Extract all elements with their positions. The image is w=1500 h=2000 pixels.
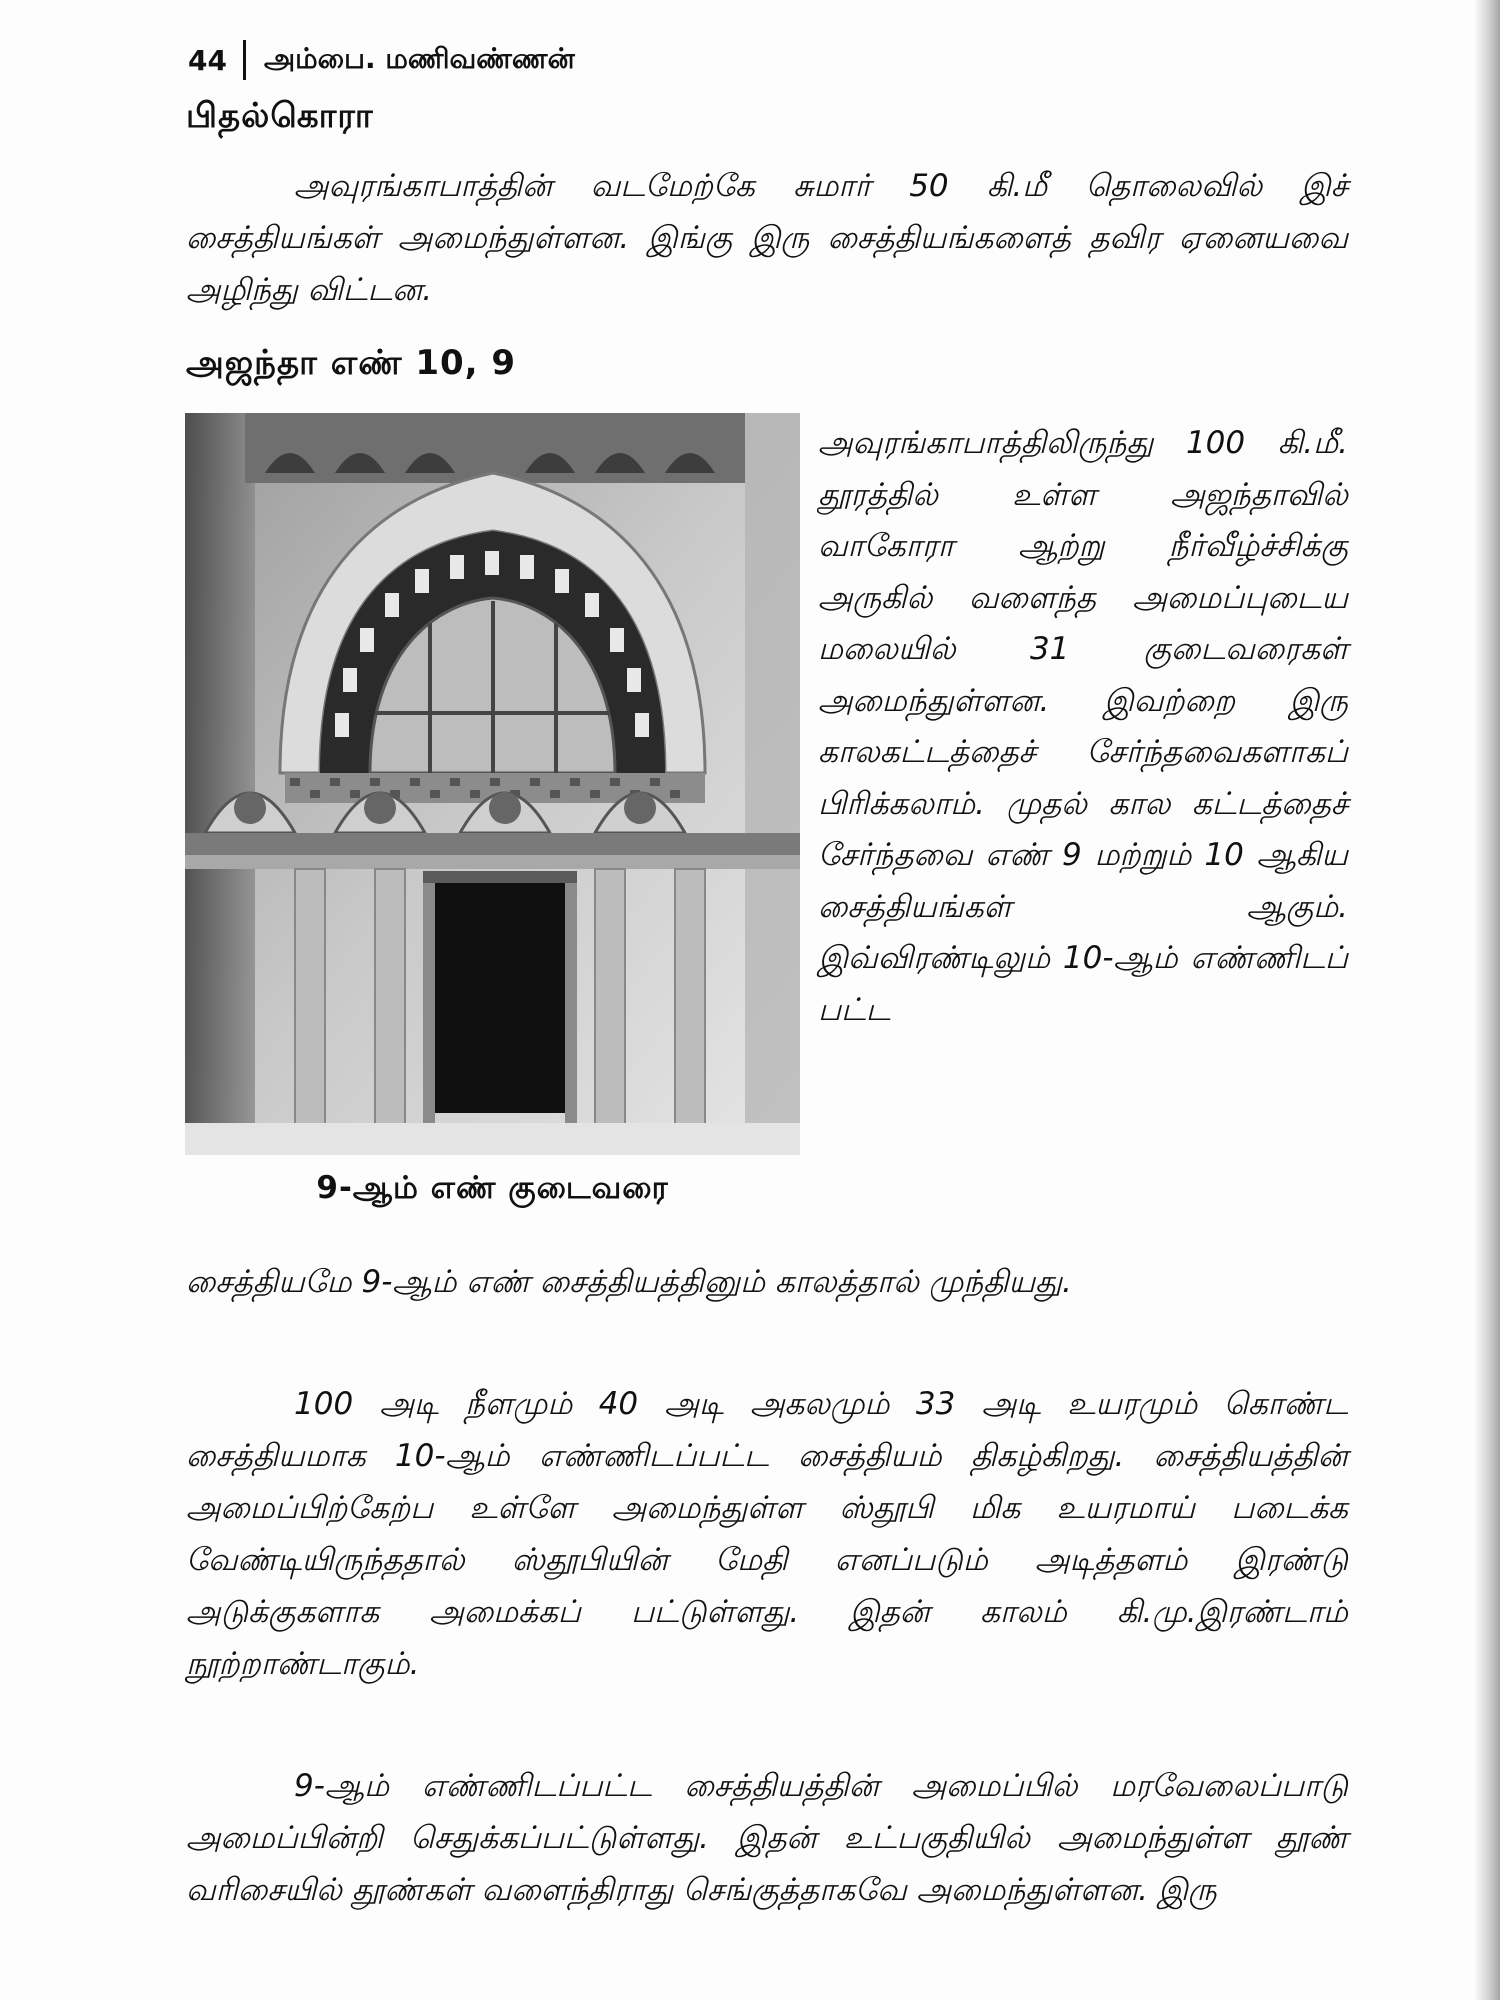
paragraph-cave-10: 100 அடி நீளமும் 40 அடி அகலமும் 33 அடி உயரமும் கொண்ட சைத்தியமாக 10-ஆம் எண்ணிடப்பட்ட சைத்தியம் திகழ்கிறது. சைத்தியத்தின் அமைப்பிற்கேற்ப உள்ளே அமைந்துள்ள ஸ்தூபி மிக உயரமாய் படைக்க வேண்டியிருந்ததால் ஸ்தூபியின் மேதி எனப்படும் அடித்தளம் இரண்டு அடுக்குகளாக அமைக்கப் பட்டுள்ளது. இதன் காலம் கி.மு.இரண்டாம் நூற்றாண்டாகும். [186,1386,1348,1682]
section-heading-ajanta: அஜந்தா எண் 10, 9 [186,343,517,383]
cave-facade-illustration [185,413,800,1155]
cave-facade-photo [185,413,800,1155]
paragraph-cave-9: 9-ஆம் எண்ணிடப்பட்ட சைத்தியத்தின் அமைப்பில் மரவேலைப்பாடு அமைப்பின்றி செதுக்கப்பட்டுள்ளது. இதன் உட்பகுதியில் அமைந்துள்ள தூண் வரிசையில் தூண்கள் வளைந்திராது செங்குத்தாகவே அமைந்துள்ளன. இரு [186,1768,1348,1908]
author-name: அம்பை. மணிவண்ணன் [263,41,575,75]
running-header [188,38,575,82]
header-divider [243,40,246,80]
paragraph-bedsa: அவுரங்காபாத்தின் வடமேற்கே சுமார் 50 கி.மீ தொலைவில் இச் சைத்தியங்கள் அமைந்துள்ளன. இங்கு இரு சைத்தியங்களைத் தவிர ஏனையவை அழிந்து விட்டன. [186,168,1348,308]
page-edge-shadow [1474,0,1500,2000]
paragraph-ajanta-side: அவுரங்காபாத்திலிருந்து 100 கி.மீ. தூரத்தில் உள்ள அஜந்தாவில் வாகோரா ஆற்று நீர்வீழ்ச்சிக்கு அருகில் வளைந்த அமைப்புடைய மலையில் 31 குடைவரைகள் அமைந்துள்ளன. இவற்றை இரு காலகட்டத்தைச் சேர்ந்தவைகளாகப் பிரிக்கலாம். முதல் கால கட்டத்தைச் சேர்ந்தவை எண் 9 மற்றும் 10 ஆகிய சைத்தியங்கள் ஆகும். இவ்விரண்டிலும் 10-ஆம் எண்ணிடப் பட்ட [818,425,1348,1028]
section-heading-bedsa: பிதல்கொரா [186,96,374,136]
paragraph-ajanta-continuation: சைத்தியமே 9-ஆம் எண் சைத்தியத்தினும் காலத்தால் முந்தியது. [186,1264,1072,1300]
page-number: 44 [188,43,227,77]
photo-caption: 9-ஆம் எண் குடைவரை [316,1170,669,1206]
